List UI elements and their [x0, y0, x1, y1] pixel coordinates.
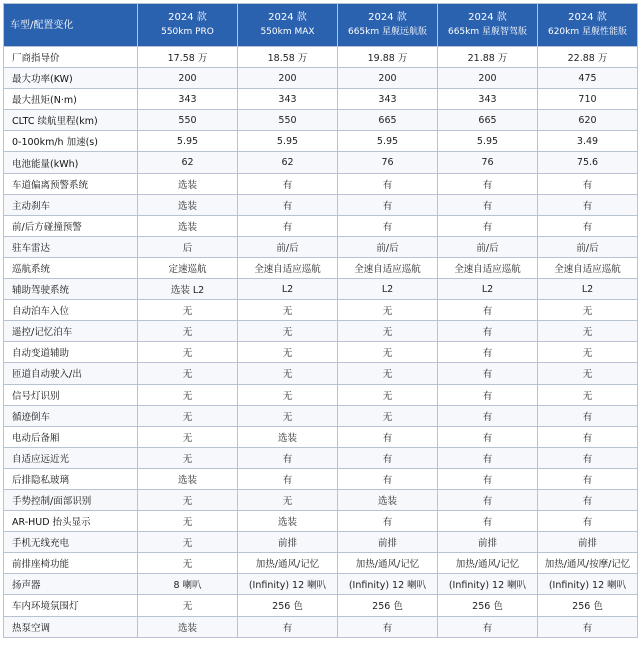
model-name: 550km PRO — [161, 27, 214, 37]
table-cell: 有 — [438, 616, 538, 637]
table-cell: 有 — [238, 194, 338, 215]
model-year: 2024 款 — [368, 12, 407, 23]
table-cell: 选装 — [138, 194, 238, 215]
row-label: AR-HUD 抬头显示 — [4, 511, 138, 532]
table-cell: 有 — [338, 616, 438, 637]
table-cell: 无 — [238, 405, 338, 426]
table-cell: 选装 — [238, 511, 338, 532]
table-cell: 加热/通风/按摩/记忆 — [538, 553, 638, 574]
row-label: CLTC 续航里程(km) — [4, 110, 138, 131]
table-cell: 19.88 万 — [338, 47, 438, 68]
table-cell: 无 — [138, 300, 238, 321]
spec-comparison-container — [3, 3, 637, 638]
table-row — [4, 215, 638, 236]
table-cell: 有 — [338, 215, 438, 236]
table-row — [4, 363, 638, 384]
table-cell: 无 — [238, 321, 338, 342]
table-cell: 前排 — [338, 532, 438, 553]
table-cell: 76 — [438, 152, 538, 173]
table-cell: 5.95 — [238, 131, 338, 152]
table-cell: 选装 L2 — [138, 279, 238, 300]
table-cell: 550 — [238, 110, 338, 131]
row-label: 车道偏离预警系统 — [4, 173, 138, 194]
table-cell: L2 — [238, 279, 338, 300]
table-cell: 62 — [238, 152, 338, 173]
table-cell: 全速自适应巡航 — [438, 257, 538, 278]
model-name: 620km 星舰性能版 — [547, 27, 628, 37]
model-header — [238, 4, 338, 47]
table-cell: L2 — [438, 279, 538, 300]
table-cell: 加热/通风/记忆 — [338, 553, 438, 574]
row-label: 自动泊车入位 — [4, 300, 138, 321]
row-label: 电池能量(kWh) — [4, 152, 138, 173]
row-label: 驻车雷达 — [4, 236, 138, 257]
table-cell: 有 — [238, 173, 338, 194]
row-label: 扬声器 — [4, 574, 138, 595]
table-cell: 无 — [138, 342, 238, 363]
table-cell: 无 — [138, 363, 238, 384]
table-cell: 22.88 万 — [538, 47, 638, 68]
table-cell: 选装 — [238, 426, 338, 447]
table-row — [4, 47, 638, 68]
table-cell: 21.88 万 — [438, 47, 538, 68]
table-cell: 选装 — [138, 468, 238, 489]
table-cell: 256 色 — [438, 595, 538, 616]
table-cell: 无 — [238, 300, 338, 321]
table-cell: 76 — [338, 152, 438, 173]
table-cell: 无 — [338, 363, 438, 384]
row-label: 最大功率(KW) — [4, 68, 138, 89]
table-cell: 有 — [438, 447, 538, 468]
row-label: 手机无线充电 — [4, 532, 138, 553]
table-cell: 5.95 — [138, 131, 238, 152]
table-cell: 有 — [438, 215, 538, 236]
table-cell: 有 — [338, 173, 438, 194]
table-row — [4, 468, 638, 489]
row-label: 车内环境氛围灯 — [4, 595, 138, 616]
table-cell: 无 — [338, 300, 438, 321]
table-cell: (Infinity) 12 喇叭 — [538, 574, 638, 595]
table-cell: 无 — [338, 342, 438, 363]
table-cell: 710 — [538, 89, 638, 110]
table-cell: 无 — [338, 405, 438, 426]
table-cell: 无 — [238, 342, 338, 363]
table-row — [4, 300, 638, 321]
table-cell: 有 — [338, 426, 438, 447]
row-label: 电动后备厢 — [4, 426, 138, 447]
row-label: 自动变道辅助 — [4, 342, 138, 363]
row-label: 0-100km/h 加速(s) — [4, 131, 138, 152]
table-cell: 全速自适应巡航 — [538, 257, 638, 278]
spec-table-body — [4, 47, 638, 638]
table-cell: 前排 — [538, 532, 638, 553]
table-cell: 加热/通风/记忆 — [438, 553, 538, 574]
table-cell: 有 — [238, 616, 338, 637]
table-cell: 有 — [438, 173, 538, 194]
row-label: 前排座椅功能 — [4, 553, 138, 574]
table-cell: 200 — [138, 68, 238, 89]
table-cell: 有 — [238, 447, 338, 468]
model-year: 2024 款 — [468, 12, 507, 23]
table-cell: 无 — [538, 321, 638, 342]
table-row — [4, 131, 638, 152]
row-label: 最大扭矩(N·m) — [4, 89, 138, 110]
table-cell: 有 — [538, 215, 638, 236]
model-year: 2024 款 — [168, 12, 207, 23]
table-cell: 620 — [538, 110, 638, 131]
model-name: 665km 星舰智驾版 — [447, 27, 528, 37]
table-cell: 无 — [538, 300, 638, 321]
table-cell: 有 — [338, 447, 438, 468]
table-cell: L2 — [338, 279, 438, 300]
table-row — [4, 173, 638, 194]
table-row — [4, 342, 638, 363]
table-cell: 有 — [438, 342, 538, 363]
table-cell: 有 — [238, 468, 338, 489]
table-cell: 无 — [538, 384, 638, 405]
table-row — [4, 511, 638, 532]
table-cell: 有 — [438, 384, 538, 405]
table-cell: 8 喇叭 — [138, 574, 238, 595]
table-cell: 无 — [138, 595, 238, 616]
table-cell: 200 — [338, 68, 438, 89]
table-cell: 550 — [138, 110, 238, 131]
table-cell: 18.58 万 — [238, 47, 338, 68]
row-label: 热泵空调 — [4, 616, 138, 637]
table-cell: 5.95 — [438, 131, 538, 152]
table-cell: 343 — [338, 89, 438, 110]
table-cell: 无 — [138, 511, 238, 532]
table-cell: 无 — [238, 363, 338, 384]
row-label: 循迹倒车 — [4, 405, 138, 426]
table-cell: 有 — [538, 194, 638, 215]
table-row — [4, 405, 638, 426]
table-row — [4, 321, 638, 342]
table-cell: 5.95 — [338, 131, 438, 152]
table-cell: 有 — [438, 321, 538, 342]
table-row — [4, 384, 638, 405]
spec-comparison-table — [3, 3, 638, 638]
table-cell: 选装 — [138, 215, 238, 236]
table-cell: 加热/通风/记忆 — [238, 553, 338, 574]
row-label: 前/后方碰撞预警 — [4, 215, 138, 236]
row-label: 匝道自动驶入/出 — [4, 363, 138, 384]
table-cell: 有 — [238, 215, 338, 236]
table-cell: 前/后 — [338, 236, 438, 257]
row-label: 自适应远近光 — [4, 447, 138, 468]
table-cell: 无 — [138, 489, 238, 510]
row-label: 遥控/记忆泊车 — [4, 321, 138, 342]
table-row — [4, 489, 638, 510]
table-cell: 有 — [538, 173, 638, 194]
table-cell: 有 — [438, 511, 538, 532]
table-cell: 62 — [138, 152, 238, 173]
table-row — [4, 616, 638, 637]
table-cell: (Infinity) 12 喇叭 — [238, 574, 338, 595]
row-label: 巡航系统 — [4, 257, 138, 278]
table-row — [4, 532, 638, 553]
table-cell: 665 — [438, 110, 538, 131]
table-row — [4, 574, 638, 595]
table-cell: 75.6 — [538, 152, 638, 173]
table-cell: 343 — [438, 89, 538, 110]
table-cell: 有 — [538, 511, 638, 532]
table-cell: 有 — [538, 405, 638, 426]
table-cell: 选装 — [338, 489, 438, 510]
table-cell: 有 — [538, 426, 638, 447]
table-cell: 有 — [438, 194, 538, 215]
table-row — [4, 110, 638, 131]
table-cell: 前/后 — [238, 236, 338, 257]
table-cell: 475 — [538, 68, 638, 89]
table-cell: 无 — [138, 321, 238, 342]
table-row — [4, 426, 638, 447]
table-row — [4, 595, 638, 616]
model-header — [338, 4, 438, 47]
header-corner-label: 车型/配置变化 — [4, 4, 138, 47]
row-label: 后排隐私玻璃 — [4, 468, 138, 489]
table-cell: 200 — [438, 68, 538, 89]
table-cell: 全速自适应巡航 — [338, 257, 438, 278]
table-row — [4, 553, 638, 574]
table-cell: 有 — [538, 468, 638, 489]
table-cell: 有 — [338, 468, 438, 489]
model-name: 550km MAX — [260, 27, 315, 37]
table-cell: 有 — [538, 489, 638, 510]
table-cell: 有 — [538, 616, 638, 637]
table-cell: 无 — [138, 426, 238, 447]
table-cell: 前/后 — [538, 236, 638, 257]
table-cell: 无 — [238, 489, 338, 510]
table-cell: 有 — [338, 511, 438, 532]
table-cell: 有 — [438, 426, 538, 447]
table-row — [4, 152, 638, 173]
table-cell: 前/后 — [438, 236, 538, 257]
table-cell: 全速自适应巡航 — [238, 257, 338, 278]
model-name: 665km 星舰远航版 — [347, 27, 428, 37]
model-year: 2024 款 — [568, 12, 607, 23]
table-row — [4, 279, 638, 300]
table-cell: 无 — [338, 321, 438, 342]
table-cell: 无 — [138, 553, 238, 574]
table-cell: 256 色 — [238, 595, 338, 616]
table-cell: 无 — [138, 384, 238, 405]
table-cell: 前排 — [238, 532, 338, 553]
table-row — [4, 194, 638, 215]
table-cell: 无 — [338, 384, 438, 405]
model-header — [538, 4, 638, 47]
table-row — [4, 236, 638, 257]
table-cell: 无 — [138, 447, 238, 468]
header-row — [4, 4, 638, 47]
table-cell: 有 — [538, 447, 638, 468]
table-cell: 后 — [138, 236, 238, 257]
model-header — [438, 4, 538, 47]
table-cell: 有 — [438, 363, 538, 384]
row-label: 主动刹车 — [4, 194, 138, 215]
table-cell: L2 — [538, 279, 638, 300]
table-cell: 200 — [238, 68, 338, 89]
table-cell: 无 — [138, 405, 238, 426]
table-cell: 有 — [438, 468, 538, 489]
table-cell: (Infinity) 12 喇叭 — [338, 574, 438, 595]
table-cell: 17.58 万 — [138, 47, 238, 68]
table-cell: 无 — [238, 384, 338, 405]
table-row — [4, 447, 638, 468]
table-cell: 有 — [438, 300, 538, 321]
table-cell: 前排 — [438, 532, 538, 553]
model-year: 2024 款 — [268, 12, 307, 23]
table-cell: 无 — [138, 532, 238, 553]
table-cell: 343 — [138, 89, 238, 110]
table-cell: 选装 — [138, 616, 238, 637]
table-cell: 无 — [538, 363, 638, 384]
table-cell: 256 色 — [338, 595, 438, 616]
table-row — [4, 68, 638, 89]
row-label: 厂商指导价 — [4, 47, 138, 68]
row-label: 信号灯识别 — [4, 384, 138, 405]
row-label: 手势控制/面部识别 — [4, 489, 138, 510]
table-cell: 3.49 — [538, 131, 638, 152]
table-cell: 定速巡航 — [138, 257, 238, 278]
table-cell: (Infinity) 12 喇叭 — [438, 574, 538, 595]
model-header — [138, 4, 238, 47]
table-cell: 有 — [438, 489, 538, 510]
table-row — [4, 89, 638, 110]
table-cell: 256 色 — [538, 595, 638, 616]
table-cell: 665 — [338, 110, 438, 131]
table-cell: 选装 — [138, 173, 238, 194]
table-row — [4, 257, 638, 278]
table-cell: 无 — [538, 342, 638, 363]
table-cell: 343 — [238, 89, 338, 110]
table-cell: 有 — [338, 194, 438, 215]
row-label: 辅助驾驶系统 — [4, 279, 138, 300]
table-cell: 有 — [438, 405, 538, 426]
